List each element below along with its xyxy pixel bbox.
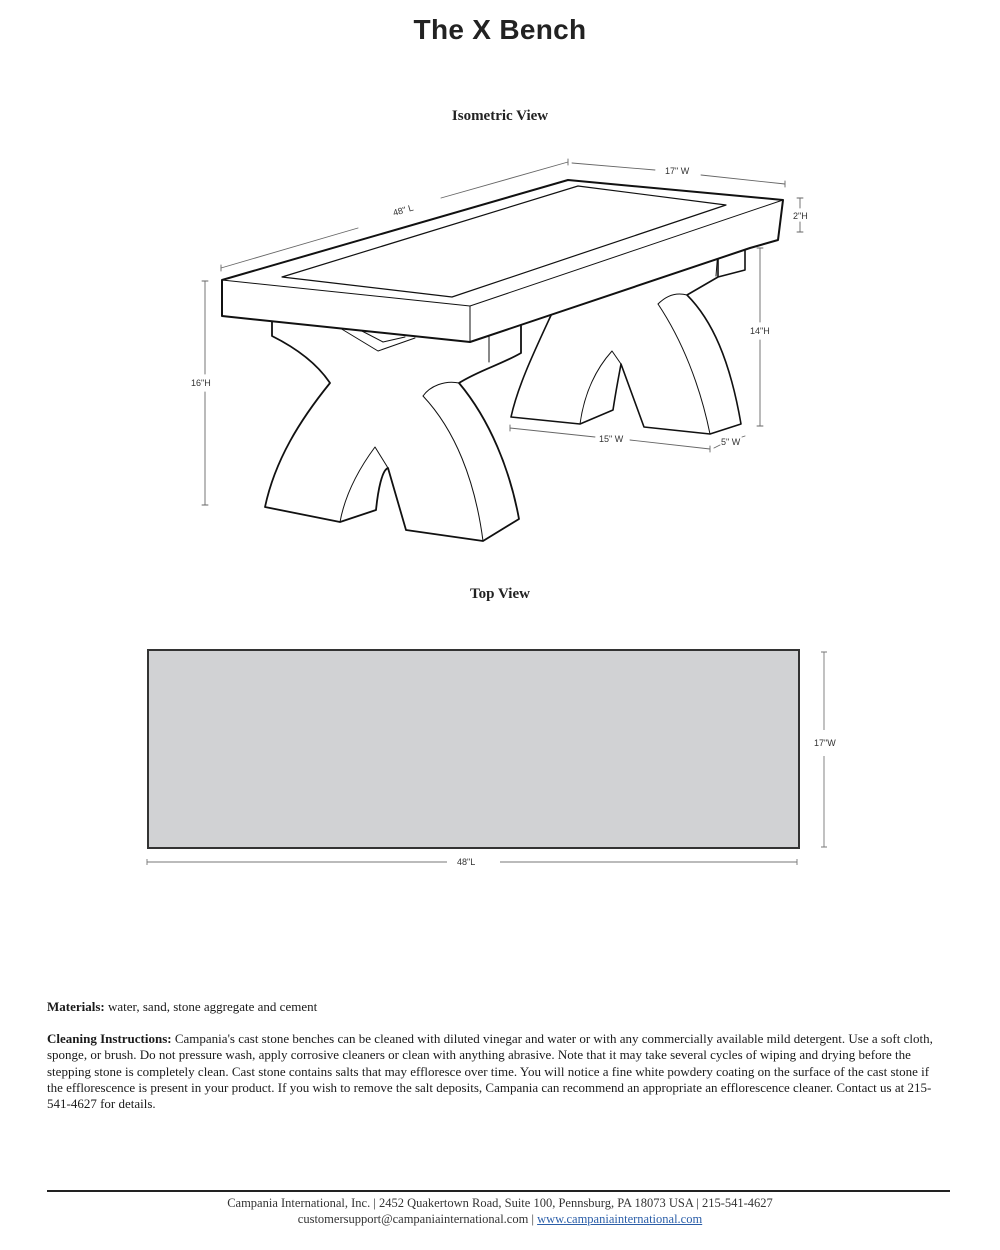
- dim-leg-width-15: 15" W: [599, 434, 624, 444]
- page-title: The X Bench: [413, 14, 587, 45]
- materials-label: Materials:: [47, 999, 105, 1014]
- footer-address: Campania International, Inc. | 2452 Quakertown Road, Suite 100, Pennsburg, PA 18073 USA | 215-541-4627: [227, 1196, 773, 1210]
- footer: [0, 1196, 1000, 1227]
- cleaning-instructions-paragraph: [47, 1031, 947, 1112]
- cleaning-label: Cleaning Instructions:: [47, 1031, 172, 1046]
- dim-width-17: 17" W: [665, 166, 690, 176]
- top-view-heading: Top View: [470, 586, 530, 602]
- footer-separator: |: [528, 1211, 538, 1226]
- footer-email: customersupport@campaniainternational.com: [297, 1211, 529, 1226]
- dim-total-height-16: 16"H: [191, 378, 211, 388]
- cleaning-text: Campania's cast stone benches can be cleaned with diluted vinegar and water or with any commercially available mild detergent. Use a soft cloth, sponge, or brush. Do not pressure wash, apply corrosive cleaners or clean with anything abrasive. Note that it may take several cycles of wiping and drying before the stepping stone is completely clean. Cast stone contains salts that may effloresce over time. You will notice a fine white powdery coating on the surface of the cast stone if the efflorescence is present in your product. If you wish to remove the salt deposits, Campania can recommend an appropriate an efflorescence cleaner. Contact us at 215-541-4627 for details.: [47, 1031, 933, 1112]
- isometric-view-heading: Isometric View: [451, 108, 549, 124]
- dim-top-height-2: 2"H: [793, 211, 808, 221]
- footer-contact: [0, 1212, 1000, 1228]
- dim-length-48: 48" L: [391, 202, 415, 218]
- dim-leg-height-14: 14"H: [750, 326, 770, 336]
- materials-text: water, sand, stone aggregate and cement: [104, 999, 318, 1014]
- top-view-width-label: 17"W: [814, 738, 836, 748]
- isometric-bench-drawing: [0, 0, 1000, 580]
- top-view-rectangle: [147, 649, 800, 849]
- footer-divider: [47, 1190, 950, 1192]
- top-view-length-label: 48"L: [457, 857, 476, 867]
- front-leg: [265, 317, 521, 541]
- footer-website-link[interactable]: www.campaniainternational.com: [537, 1211, 703, 1226]
- dim-leg-depth-5: 5" W: [721, 437, 741, 447]
- materials-paragraph: [47, 999, 947, 1015]
